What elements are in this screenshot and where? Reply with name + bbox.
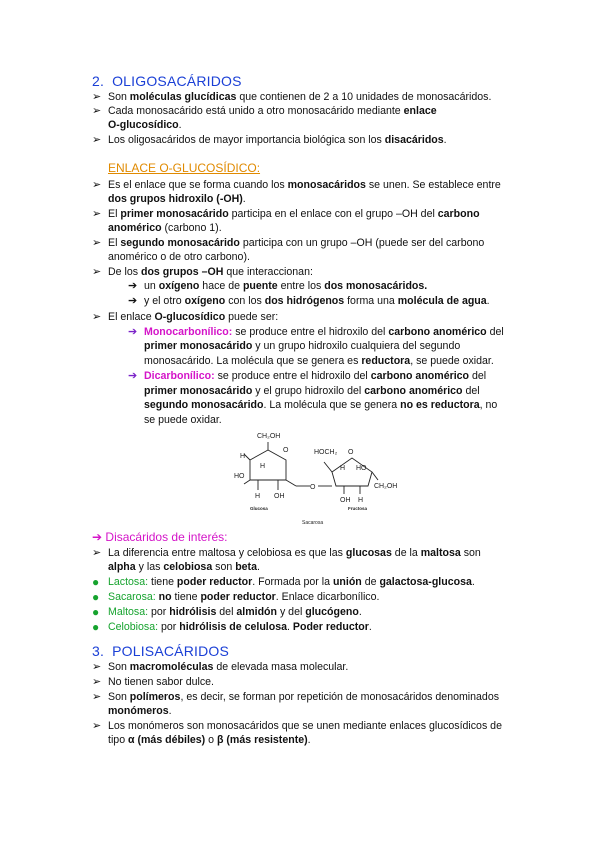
bullet-icon: ➢	[92, 661, 102, 673]
h-label: H	[260, 463, 266, 470]
arrow-icon: ➔	[128, 295, 138, 307]
bullet-icon: ➢	[92, 179, 102, 191]
bullet-icon: ➢	[92, 547, 102, 559]
s2-bullet-2-cont: O-glucosídico.	[108, 119, 182, 131]
enlace-bullet-3: El segundo monosacárido participa con un grupo –OH (puede ser del carbono	[108, 237, 485, 249]
ch2oh-label: CH₂OH	[257, 433, 281, 440]
enlace-bullet-2: El primer monosacárido participa en el enlace con el grupo –OH del carbono	[108, 208, 480, 220]
oh-label: OH	[340, 497, 351, 504]
disac-bullet-1: La diferencia entre maltosa y celobiosa es que las glucosas de la maltosa son	[108, 547, 481, 559]
s2-bullet-3: Los oligosacáridos de mayor importancia biológica son los disacáridos.	[108, 134, 447, 146]
bullet-icon: ➢	[92, 266, 102, 278]
monocarbonilico-line-1: Monocarbonílico: se produce entre el hidroxilo del carbono anomérico del	[144, 326, 504, 338]
enlace-sub-4b: y el otro oxígeno con los dos hidrógenos forma una molécula de agua.	[144, 295, 490, 307]
bridge-oxygen-label: O	[310, 484, 316, 491]
h-label: H	[240, 453, 246, 460]
s3-bullet-3: Son polímeros, es decir, se forman por repetición de monosacáridos denominados	[108, 691, 500, 703]
fructosa-label: Fructosa	[348, 506, 368, 511]
monocarbonilico-line-3: monosacárido. La molécula que se genera es reductora, se puede oxidar.	[144, 355, 494, 367]
ho-label: HO	[234, 473, 245, 480]
enlace-bullet-5: El enlace O-glucosídico puede ser:	[108, 311, 279, 323]
sacarosa-structure-figure	[228, 428, 418, 530]
s3-bullet-3-cont: monómeros.	[108, 705, 172, 717]
enlace-bullet-3-cont: anomérico o de otro carbono).	[108, 251, 250, 263]
ch2oh-label: CH₂OH	[374, 483, 398, 490]
enlace-sub-4a: un oxígeno hace de puente entre los dos monosacáridos.	[144, 280, 428, 292]
dot-icon: ●	[92, 575, 100, 589]
bullet-icon: ➢	[92, 91, 102, 103]
maltosa-item: Maltosa: por hidrólisis del almidón y del glucógeno.	[108, 606, 362, 618]
bullet-icon: ➢	[92, 208, 102, 220]
bullet-icon: ➢	[92, 237, 102, 249]
bullet-icon: ➢	[92, 105, 102, 117]
section-2-heading	[92, 73, 242, 89]
sacarosa-caption: Sacarosa	[302, 520, 324, 526]
enlace-subheading: ENLACE O-GLUCOSÍDICO:	[108, 161, 261, 175]
h-label: H	[255, 493, 261, 500]
dot-icon: ●	[92, 605, 100, 619]
h-label: H	[340, 465, 346, 472]
enlace-bullet-1-cont: dos grupos hidroxilo (-OH).	[108, 193, 246, 205]
dot-icon: ●	[92, 590, 100, 604]
glucosa-label: Glucosa	[250, 506, 268, 511]
s2-bullet-2: Cada monosacárido está unido a otro monosacárido mediante enlace	[108, 105, 437, 117]
section-title: POLISACÁRIDOS	[112, 643, 230, 659]
enlace-bullet-4: De los dos grupos –OH que interaccionan:	[108, 266, 313, 278]
monocarbonilico-line-2: primer monosacárido y un grupo hidroxilo cualquiera del segundo	[144, 340, 461, 352]
oh-label: OH	[274, 493, 285, 500]
sacarosa-diagram	[228, 428, 418, 530]
dicarbonilico-line-4: se puede oxidar.	[144, 414, 222, 426]
section-number: 3.	[92, 643, 105, 659]
s3-bullet-1: Son macromoléculas de elevada masa molecular.	[108, 661, 349, 673]
enlace-bullet-2-cont: anomérico (carbono 1).	[108, 222, 222, 234]
ring-oxygen-label: O	[348, 449, 354, 456]
ring-oxygen-label: O	[283, 447, 289, 454]
bullet-icon: ➢	[92, 311, 102, 323]
dicarbonilico-line-2: primer monosacárido y el grupo hidroxilo del carbono anomérico del	[144, 385, 480, 397]
dicarbonilico-line-1: Dicarbonílico: se produce entre el hidroxilo del carbono anomérico del	[144, 370, 487, 382]
dicarbonilico-line-3: segundo monosacárido. La molécula que se genera no es reductora, no	[144, 399, 498, 411]
h-label: H	[358, 497, 364, 504]
dot-icon: ●	[92, 620, 100, 634]
hoch2-label: HOCH₂	[314, 449, 338, 456]
section-3-heading	[92, 643, 229, 659]
enlace-bullet-1: Es el enlace que se forma cuando los monosacáridos se unen. Se establece entre	[108, 179, 501, 191]
celobiosa-item: Celobiosa: por hidrólisis de celulosa. Poder reductor.	[108, 621, 372, 633]
disacaridos-subheading: ➔ Disacáridos de interés:	[92, 530, 228, 544]
arrow-icon: ➔	[92, 530, 103, 544]
sacarosa-item: Sacarosa: no tiene poder reductor. Enlace dicarbonílico.	[108, 591, 380, 603]
ho-label: HO	[356, 465, 367, 472]
s3-bullet-4: Los monómeros son monosacáridos que se unen mediante enlaces glucosídicos de	[108, 720, 502, 732]
s3-bullet-2: No tienen sabor dulce.	[108, 676, 215, 688]
arrow-icon: ➔	[128, 326, 138, 338]
s3-bullet-4-cont: tipo α (más débiles) o β (más resistente).	[108, 734, 311, 746]
arrow-icon: ➔	[128, 280, 138, 292]
lactosa-item: Lactosa: tiene poder reductor. Formada por la unión de galactosa-glucosa.	[108, 576, 475, 588]
arrow-icon: ➔	[128, 370, 138, 382]
s2-bullet-1: Son moléculas glucídicas que contienen de 2 a 10 unidades de monosacáridos.	[108, 91, 492, 103]
section-number: 2.	[92, 73, 105, 89]
disac-bullet-1-cont: alpha y las celobiosa son beta.	[108, 561, 260, 573]
bullet-icon: ➢	[92, 134, 102, 146]
bullet-icon: ➢	[92, 720, 102, 732]
section-title: OLIGOSACÁRIDOS	[112, 73, 242, 89]
bullet-icon: ➢	[92, 691, 102, 703]
bullet-icon: ➢	[92, 676, 102, 688]
